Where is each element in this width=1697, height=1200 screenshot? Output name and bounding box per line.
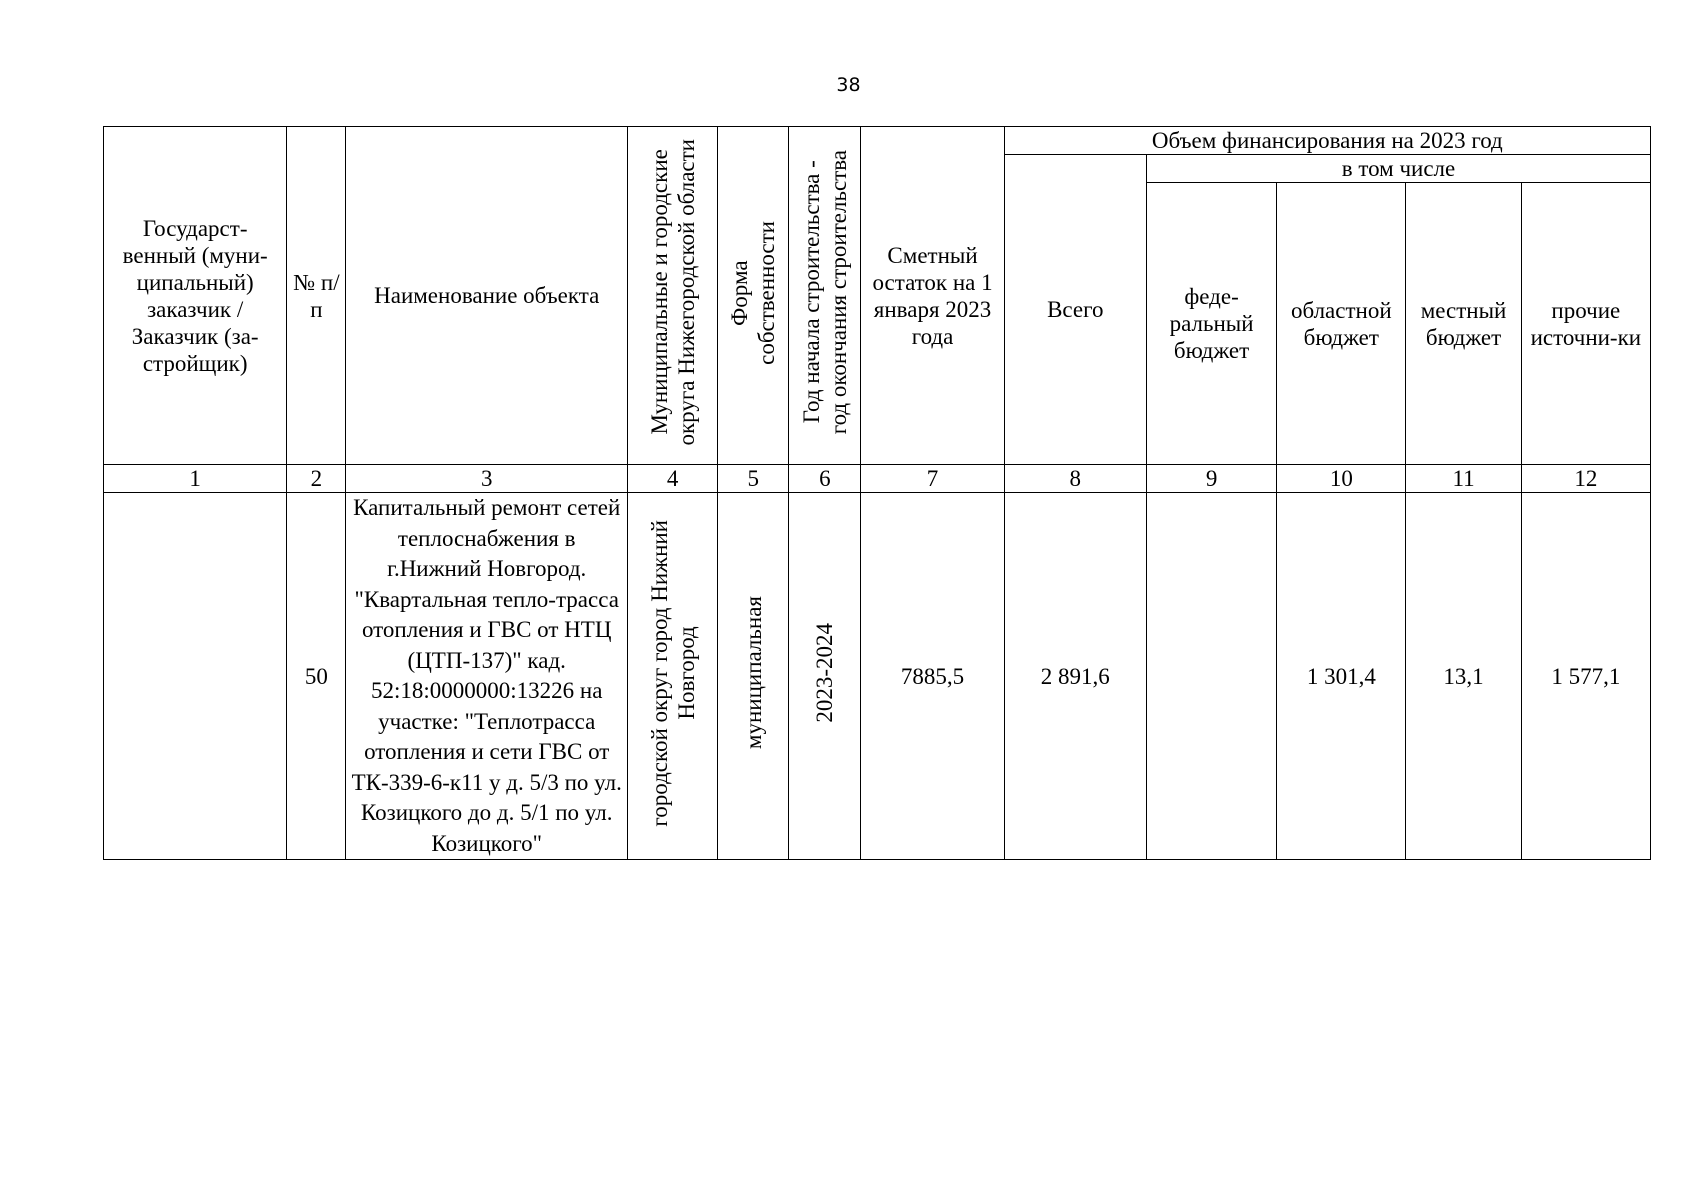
column-number: 11 xyxy=(1406,465,1521,493)
column-number: 8 xyxy=(1004,465,1146,493)
header-total: Всего xyxy=(1004,155,1146,465)
header-other-sources: прочие источни-ки xyxy=(1521,183,1650,465)
cell-object-name: Капитальный ремонт сетей теплоснабжения в г.Нижний Новгород. "Квартальная тепло-трасса отопления и ГВС от НТЦ (ЦТП-137)" кад. 52:18:0000000:13226 на участке: "Теплотрасса отопления и сети ГВС от ТК-339-6-к11 у д. 5/3 по ул. Козицкого до д. 5/1 по ул. Козицкого" xyxy=(346,493,628,860)
cell-ownership-form xyxy=(718,493,789,860)
column-number: 10 xyxy=(1277,465,1406,493)
header-municipal-line1: Муниципальные и городские xyxy=(646,149,672,436)
cell-num: 50 xyxy=(287,493,346,860)
header-years-line2: год окончания строительства xyxy=(825,150,851,435)
cell-estimate-remainder: 7885,5 xyxy=(861,493,1004,860)
header-including: в том числе xyxy=(1146,155,1650,183)
cell-municipal-line2: Новгород xyxy=(673,626,699,720)
header-regional-budget: областной бюджет xyxy=(1277,183,1406,465)
cell-customer xyxy=(104,493,287,860)
financing-table xyxy=(103,126,1651,860)
header-municipal-district xyxy=(627,127,717,465)
cell-ownership-text: муниципальная xyxy=(740,596,766,750)
column-number: 1 xyxy=(104,465,287,493)
cell-total: 2 891,6 xyxy=(1004,493,1146,860)
cell-construction-years xyxy=(789,493,861,860)
header-construction-years xyxy=(789,127,861,465)
column-number: 3 xyxy=(346,465,628,493)
header-ownership-line2: собственности xyxy=(754,220,780,365)
page-number: 38 xyxy=(836,74,861,96)
column-number: 6 xyxy=(789,465,861,493)
header-ownership-form xyxy=(718,127,789,465)
column-numbers-row xyxy=(104,465,1651,493)
header-ownership-line1: Форма xyxy=(727,259,753,326)
column-number: 7 xyxy=(861,465,1004,493)
column-number: 9 xyxy=(1146,465,1276,493)
cell-regional-budget: 1 301,4 xyxy=(1277,493,1406,860)
cell-municipal-line1: городской округ город Нижний xyxy=(646,519,672,827)
table-row xyxy=(104,493,1651,860)
column-number: 12 xyxy=(1521,465,1650,493)
cell-municipal-district xyxy=(627,493,717,860)
header-local-budget: местный бюджет xyxy=(1406,183,1521,465)
column-number: 4 xyxy=(627,465,717,493)
cell-years-text: 2023-2024 xyxy=(812,623,838,723)
header-num: № п/п xyxy=(287,127,346,465)
header-customer: Государст-венный (муни-ципальный) заказчик / Заказчик (за-стройщик) xyxy=(104,127,287,465)
header-years-line1: Год начала строительства - xyxy=(798,160,824,425)
header-funding-group: Объем финансирования на 2023 год xyxy=(1004,127,1650,155)
cell-other-sources: 1 577,1 xyxy=(1521,493,1650,860)
cell-federal-budget xyxy=(1146,493,1276,860)
header-object-name: Наименование объекта xyxy=(346,127,628,465)
column-number: 5 xyxy=(718,465,789,493)
header-municipal-line2: округа Нижегородской области xyxy=(673,139,699,446)
header-federal-budget: феде-ральный бюджет xyxy=(1146,183,1276,465)
header-estimate-remainder: Сметный остаток на 1 января 2023 года xyxy=(861,127,1004,465)
column-number: 2 xyxy=(287,465,346,493)
cell-local-budget: 13,1 xyxy=(1406,493,1521,860)
